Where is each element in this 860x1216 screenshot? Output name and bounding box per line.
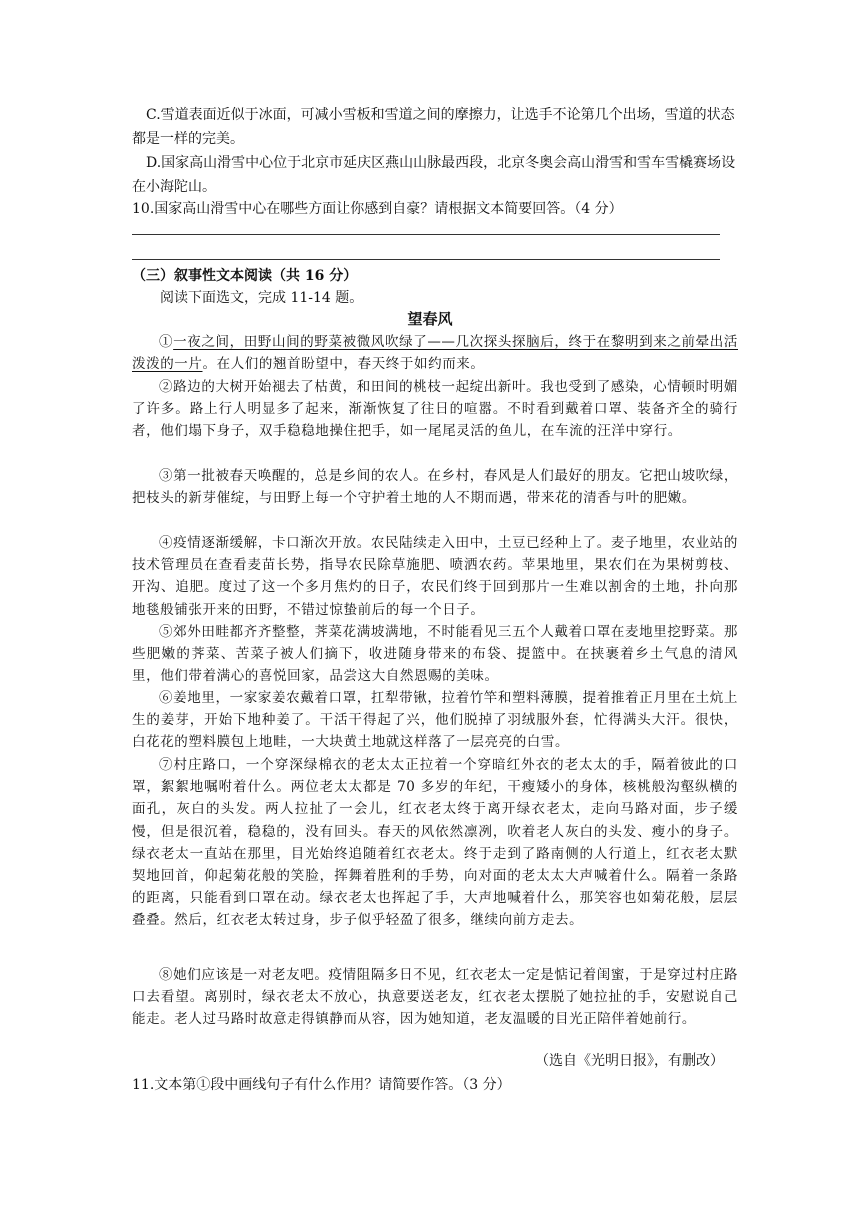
source-note: （选自《光明日报》，有删改）	[535, 1053, 724, 1069]
option-c: C.雪道表面近似于冰面，可减小雪板和雪道之间的摩擦力，让选手不论第几个出场，雪道的状态都是一样的完美。	[132, 107, 735, 147]
para-number: ①	[159, 334, 174, 350]
paragraph-2: ②路边的大树开始褪去了枯黄，和田间的桃枝一起绽出新叶。我也受到了感染，心情顿时明媚了许多。路上行人明显多了起来，渐渐恢复了往日的喧嚣。不时看到戴着口罩、装备齐全的骑行者，他们塌下身子，双手稳稳地操住把手，如一尾尾灵活的鱼儿，在车流的汪洋中穿行。	[132, 379, 738, 440]
paragraph-1-rest: 。在人们的翘首盼望中，春天终于如约而来。	[202, 356, 485, 373]
paragraph-3: ③第一批被春天唤醒的，总是乡间的农人。在乡村，春风是人们最好的朋友。它把山坡吹绿，把枝头的新芽催绽，与田野上每一个守护着土地的人不期而遇，带来花的清香与叶的肥嫩。	[132, 468, 738, 507]
paragraph-4: ④疫情逐渐缓解，卡口渐次开放。农民陆续走入田中，土豆已经种上了。麦子地里，农业站的技术管理员在查看麦苗长势，指导农民除草施肥、喷洒农药。苹果地里，果农们在为果树剪枝、开沟、追肥。度过了这一个多月焦灼的日子，农民们终于回到那片一生难以割舍的土地，扑向那地毯般铺张开来的田野，不错过惊蛰前后的每一个日子。	[132, 535, 738, 618]
paragraph-1	[132, 331, 738, 375]
paragraph-8: ⑧她们应该是一对老友吧。疫情阻隔多日不见，红衣老太一定是惦记着闺蜜，于是穿过村庄路口去看望。离别时，绿衣老太不放心，执意要送老友，红衣老太摆脱了她拉扯的手，安慰说自己能走。老人过马路时故意走得镇静而从容，因为她知道，老友温暖的目光正陪伴着她前行。	[132, 967, 738, 1028]
underlined-sentence: 一夜之间，田野山间的野菜被微风吹绿了——几次探头探脑后，终于在黎明到来之前晕出活泼泼的一片	[132, 334, 738, 373]
paragraph-6: ⑥姜地里，一家家姜农戴着口罩，扛犁带锹，拉着竹竿和塑料薄膜，提着推着正月里在土炕上生的姜芽，开始下地种姜了。干活干得起了兴，他们脱掉了羽绒服外套，忙得满头大汗。很快，白花花的塑料膜包上地畦，一大块黄土地就这样落了一层亮亮的白雪。	[132, 690, 738, 751]
paragraph-7: ⑦村庄路口，一个穿深绿棉衣的老太太正拉着一个穿暗红外衣的老太太的手，隔着彼此的口罩，絮絮地嘱咐着什么。两位老太太都是 70 多岁的年纪，干瘦矮小的身体，核桃般沟壑纵横的面孔，灰白的头发。两人拉扯了一会儿，红衣老太终于离开绿衣老太，走向马路对面，步子缓慢，但是很沉着，稳稳的，没有回头。春天的风依然凛冽，吹着老人灰白的头发、瘦小的身子。绿衣老太一直站在那里，目光始终追随着红衣老太。终于走到了路南侧的人行道上，红衣老太默契地回首，仰起菊花般的笑脸，挥舞着胜利的手势，向对面的老太太大声喊着什么。隔着一条路的距离，只能看到口罩在动。绿衣老太也挥起了手，大声地喊着什么，那笑容也如菊花般，层层叠叠。然后，红衣老太转过身，步子似乎轻盈了很多，继续向前方走去。	[132, 757, 738, 929]
instruction-text: 阅读下面选文，完成 11-14 题。	[160, 290, 364, 306]
section-heading: （三）叙事性文本阅读（共 16 分）	[132, 268, 358, 284]
question-10: 10.国家高山滑雪中心在哪些方面让你感到自豪？请根据文本简要回答。（4 分）	[132, 201, 623, 217]
paragraph-5: ⑤郊外田畦都齐齐整整，荠菜花满坡满地，不时能看见三五个人戴着口罩在麦地里挖野菜。那些肥嫩的荠菜、苦菜子被人们摘下，收进随身带来的布袋、提篮中。在挟裹着乡土气息的清风里，他们带着满心的喜悦回家，品尝这大自然恩赐的美味。	[132, 624, 738, 685]
answer-line	[132, 259, 720, 260]
answer-line	[132, 234, 720, 235]
option-d: D.国家高山滑雪中心位于北京市延庆区燕山山脉最西段，北京冬奥会高山滑雪和雪车雪橇赛场设在小海陀山。	[132, 155, 736, 195]
question-11: 11.文本第①段中画线句子有什么作用？请简要作答。（3 分）	[132, 1077, 511, 1093]
article-title: 望春风	[407, 310, 453, 328]
